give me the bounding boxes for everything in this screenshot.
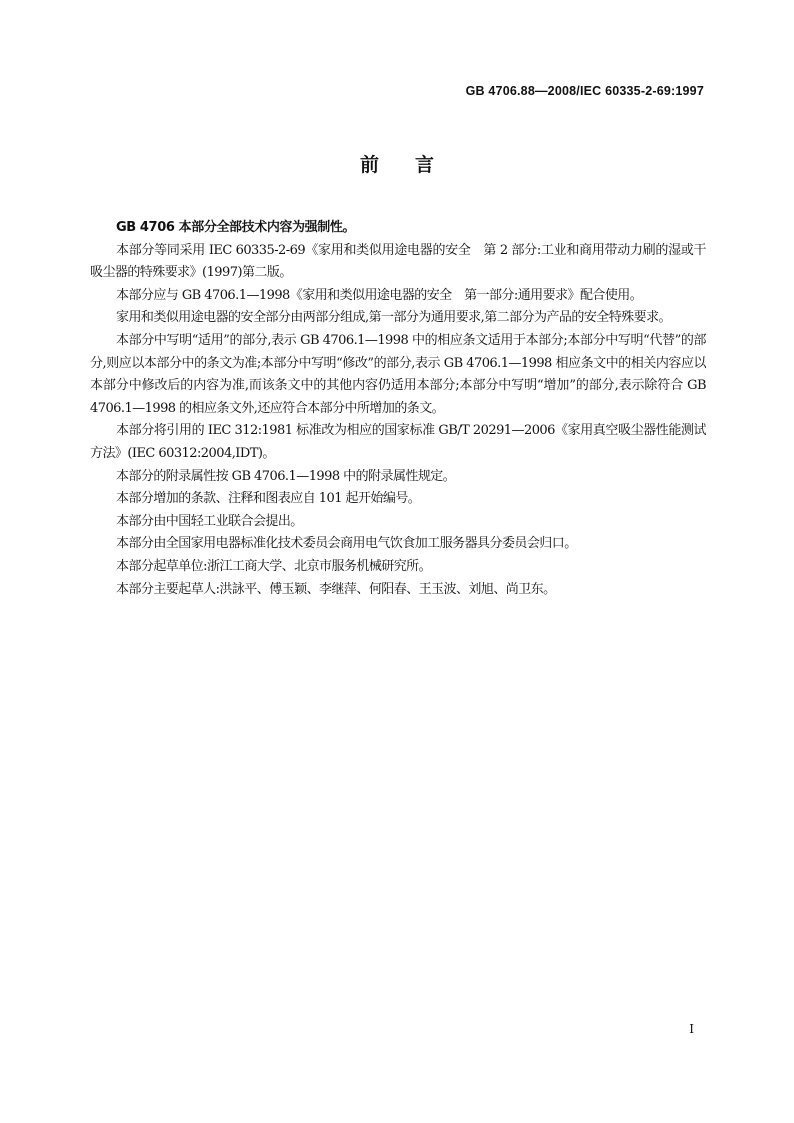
paragraph-usage: 本部分应与 GB 4706.1—1998《家用和类似用途电器的安全 第一部分:通用要求》配合使用。 <box>116 287 643 303</box>
paragraph-committee: 本部分由全国家用电器标准化技术委员会商用电气饮食加工服务器具分委员会归口。 <box>116 536 577 552</box>
paragraph-annex: 本部分的附录属性按 GB 4706.1—1998 中的附录属性规定。 <box>116 468 456 484</box>
paragraph-reference: 本部分将引用的 IEC 312:1981 标准改为相应的国家标准 GB/T 20291—2006《家用真空吸尘器性能测试方法》(IEC 60312:2004,IDT)。 <box>90 423 706 461</box>
page-title: 前言 <box>359 154 470 176</box>
paragraph-proposer: 本部分由中国轻工业联合会提出。 <box>116 513 303 529</box>
paragraph-structure: 家用和类似用途电器的安全部分由两部分组成,第一部分为通用要求,第二部分为产品的安全特殊要求。 <box>116 310 671 326</box>
mandatory-statement: GB 4706 本部分全部技术内容为强制性。 <box>116 220 356 235</box>
paragraph-drafting-units: 本部分起草单位:浙江工商大学、北京市服务机械研究所。 <box>116 558 432 574</box>
standard-code-header: GB 4706.88—2008/IEC 60335-2-69:1997 <box>465 84 704 98</box>
foreword-body <box>90 217 706 601</box>
page-number: I <box>689 1022 694 1036</box>
paragraph-adoption: 本部分等同采用 IEC 60335-2-69《家用和类似用途电器的安全 第 2 部分:工业和商用带动力刷的湿或干吸尘器的特殊要求》(1997)第二版。 <box>90 242 706 281</box>
paragraph-numbering: 本部分增加的条款、注释和图表应自 101 起开始编号。 <box>116 491 421 507</box>
paragraph-conventions: 本部分中写明“适用”的部分,表示 GB 4706.1—1998 中的相应条文适用于本部分;本部分中写明“代替”的部分,则应以本部分中的条文为准;本部分中写明“修改”的部分,表示 GB 4706.1—1998 相应条文中的相关内容应以本部分中修改后的内容为准,而该条文中的其他内容仍适用本部分;本部分中写明“增加”的部分,表示除符合 GB 4706.1—1998 的相应条文外,还应符合本部分中所增加的条文。 <box>90 332 706 416</box>
paragraph-drafters: 本部分主要起草人:洪詠平、傅玉颖、李继萍、何阳春、王玉波、刘旭、尚卫东。 <box>116 581 556 597</box>
